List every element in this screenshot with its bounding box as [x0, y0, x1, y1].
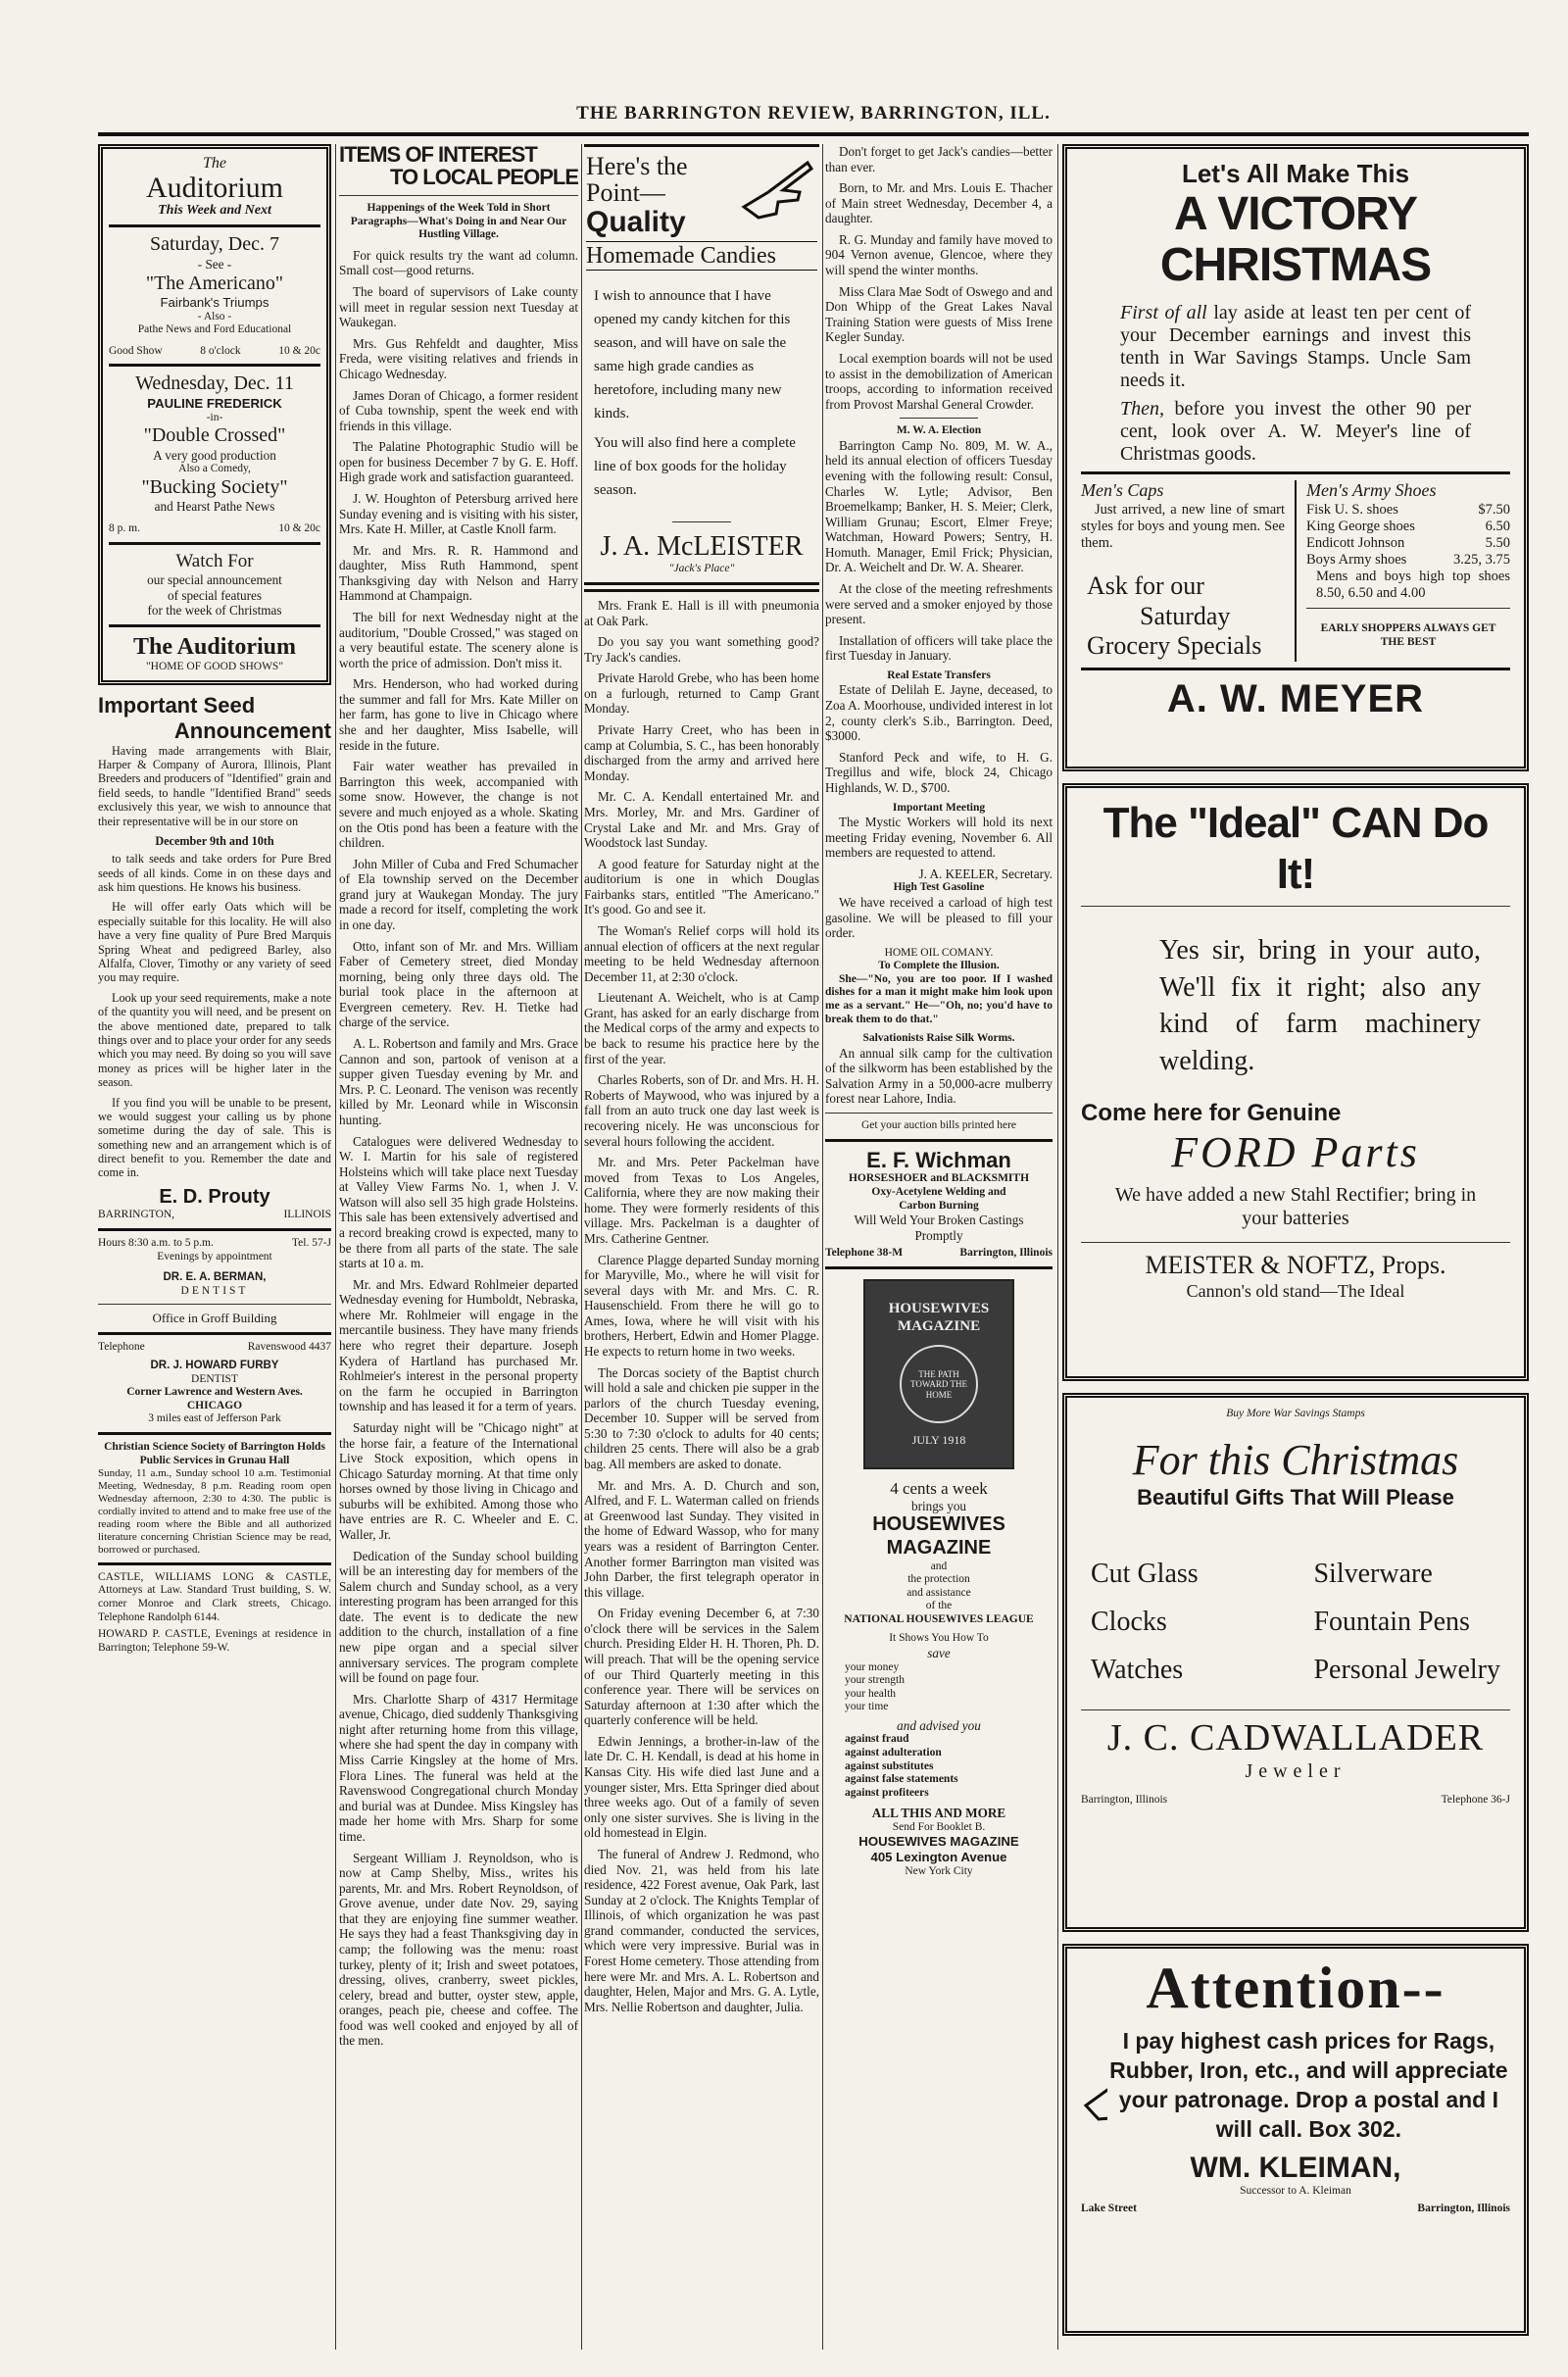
card-text: Corner Lawrence and Western Aves. [126, 1386, 303, 1399]
ad-text: Barrington, Illinois [1081, 1793, 1168, 1806]
news-paragraph: Catalogues were delivered Wednesday to W. I. Martin for his sale of registered Holsteins which will take place next Tuesday at Valley View Farms No. 1, when J. V. Watson will also sell 35 high grade Holsteins. This sale has been extensively advertised and a record breaking crowd is expected, many to be there from all parts of the state. The sale starts at 10 a. m. [339, 1133, 578, 1271]
list-item: against substitutes [845, 1759, 934, 1772]
ad-text: to talk seeds and take orders for Pure Bred seeds of all kinds. Come in on these days and ask him questions. He knows his business. [98, 852, 331, 895]
column-rule [822, 144, 823, 2350]
mag-text: HOUSEWIVES MAGAZINE [888, 1301, 990, 1334]
ad-text: and advised you [897, 1717, 981, 1733]
ad-text: "Bucking Society" [141, 475, 288, 498]
shoe-row [1306, 519, 1510, 535]
list-item: against fraud [845, 1733, 909, 1746]
ad-text: Saturday, Dec. 7 [150, 233, 279, 256]
ad-text: before you invest the other 90 per cent, look over A. W. Meyer's line of Christmas goods. [1120, 398, 1471, 466]
ad-title: MAGAZINE [886, 1537, 992, 1560]
news-paragraph: Saturday night will be "Chicago night" at the horse fair, a feature of the International Live Stock exposition, which opens in Chicago Saturday morning. At that time only horses owned by those living in Chicago and suburbs will be exhibited. Among those who have entries are R. C. Wheeler and E. C. Waller, Jr. [339, 1419, 578, 1542]
ad-text: A very good production [153, 447, 276, 463]
ad-text: 8 o'clock [200, 344, 241, 357]
ad-title: Let's All Make This [1181, 159, 1410, 188]
ad-text: Mens and boys high top shoes 8.50, 6.50 and 4.00 [1316, 568, 1510, 602]
card-text: Christian Science Society of Barrington Holds Public Services in Grunau Hall [104, 1440, 325, 1466]
ad-title: Announcement [173, 718, 331, 743]
notice-text: We have received a carload of high test gasoline. We will be pleased to fill your order. [825, 894, 1053, 941]
news-paragraph: Don't forget to get Jack's candies—better than ever. [825, 144, 1053, 174]
shoe-row [1306, 552, 1510, 569]
ad-text: New York City [905, 1864, 973, 1877]
ad-text: Beautiful Gifts That Will Please [1137, 1485, 1454, 1510]
ad-text: You will also find here a complete line of box goods for the holiday season. [594, 435, 796, 499]
news-paragraph: Clarence Plagge departed Sunday morning for Maryville, Mo., where he will visit for several days with Mr. and Mrs. C. R. Hausenschield. From there he will go to Ames, Iowa, where he will visit with his brothers, Herbert, Edwin and Homer Plagge. He expects to return home in two weeks. [584, 1252, 819, 1360]
ad-text: First of all [1120, 302, 1207, 324]
ad-text: Look up your seed requirements, make a note of the quantity you will need, and be present on the above mentioned date, prepared to talk things over and to place your order for any seeds which you may need. By doing so you will save money as prices will be higher later in the season. [98, 990, 331, 1090]
ad-text: MEISTER & NOFTZ, Props. [1145, 1251, 1446, 1280]
local-items [339, 248, 578, 2049]
news-paragraph: The bill for next Wednesday night at the auditorium, "Double Crossed," was staged on a very beautiful estate. The scenery alone is worth the price of admission. Don't miss it. [339, 610, 578, 670]
ad-title: HOUSEWIVES [872, 1513, 1005, 1536]
magazine-cover-image [863, 1279, 1014, 1469]
notice-head: Important Meeting [892, 801, 986, 814]
ad-text: Lake Street [1081, 2202, 1137, 2214]
news-paragraph: Mr. C. A. Kendall entertained Mr. and Mrs. Morley, Mr. and Mrs. Gardiner of Crystal Lake and Mr. and Mrs. Gray of Woodstock last Sunday. [584, 789, 819, 851]
ad-text: 405 Lexington Avenue [870, 1849, 1007, 1864]
ad-text: the protection [907, 1573, 970, 1586]
ad-text: Come here for Genuine [1081, 1100, 1342, 1126]
ad-text: of special features [168, 587, 262, 603]
ad-text: Oxy-Acetylene Welding and [871, 1186, 1006, 1199]
ad-title: The "Ideal" CAN Do It! [1102, 799, 1489, 898]
ad-text: HOUSEWIVES MAGAZINE [858, 1834, 1019, 1850]
notice-text: Installation of officers will take place the first Tuesday in January. [825, 632, 1053, 664]
pointing-hand-icon [739, 153, 817, 222]
ad-text: It Shows You How To [889, 1632, 989, 1645]
gift-list-right [1313, 1550, 1500, 1694]
ad-text: Barrington, Illinois [959, 1247, 1053, 1260]
ad-text: Fairbank's Triumps [160, 295, 270, 311]
list-item: your health [845, 1687, 897, 1700]
ad-text: HORSESHOER and BLACKSMITH [848, 1172, 1030, 1185]
ad-text: 10 & 20c [278, 344, 320, 357]
save-list [825, 1661, 1053, 1714]
news-paragraph: John Miller of Cuba and Fred Schumacher of Ela township served on the December grand jury at Waukegan Monday. The jury made a record for itself, completing the work in one day. [339, 856, 578, 932]
ad-text: 10 & 20c [278, 522, 320, 535]
list-item: against adulteration [845, 1747, 942, 1759]
news-paragraph: Edwin Jennings, a brother-in-law of the late Dr. C. H. Kendall, is dead at his home in Kansas City. His wife died last June and a younger sister, Mrs. Etta Springer died about three weeks ago. Out of a family of seven only one sister survives. She is living in the old homestead in Elgin. [584, 1733, 819, 1841]
ad-text: Buy More War Savings Stamps [1226, 1408, 1365, 1419]
ad-text: The [203, 155, 226, 172]
column-rule [1057, 144, 1058, 2350]
card-text: Office in Groff Building [152, 1311, 277, 1326]
ad-text: I wish to announce that I have opened my candy kitchen for this season, and will have on sale the same high grade candies as heretofore, including many new kinds. [594, 288, 791, 422]
notice-text: She—"No, you are too poor. If I washed dishes for a man it might make him look upon me as a servant." He—"Oh, no; you'd have to break them to do that." [825, 972, 1053, 1025]
ad-title: E. F. Wichman [866, 1147, 1011, 1172]
business-card [98, 1341, 331, 1426]
ad-text: Yes sir, bring in your auto, We'll fix it right; also any kind of farm machinery welding. [1159, 934, 1481, 1077]
column-rule [335, 144, 336, 2350]
ad-text: BARRINGTON, [98, 1209, 175, 1221]
ad-text: lay aside at least ten per cent of your December earnings and invest this tenth in War Savings Stamps. Uncle Sam needs it. [1120, 302, 1471, 392]
ad-title: E. D. Prouty [159, 1185, 270, 1208]
ad-text: ALL THIS AND MORE [871, 1806, 1006, 1821]
card-text: Evenings by appointment [157, 1250, 272, 1263]
gift-item: Fountain Pens [1313, 1607, 1470, 1638]
card-text: DENTIST [180, 1284, 249, 1297]
ad-text: NATIONAL HOUSEWIVES LEAGUE [844, 1612, 1034, 1625]
notice-text: At the close of the meeting refreshments were served and a smoker enjoyed by those present. [825, 581, 1053, 627]
ad-title: Attention-- [1146, 1956, 1446, 2020]
shoe-name: King George shoes [1306, 518, 1415, 534]
news-paragraph: Do you say you want something good? Try Jack's candies. [584, 634, 819, 665]
ad-text: We have added a new Stahl Rectifier; bring in your batteries [1114, 1184, 1477, 1229]
gift-item: Clocks [1091, 1607, 1167, 1638]
masthead: THE BARRINGTON REVIEW, BARRINGTON, ILL. [576, 103, 1051, 124]
ad-text: - Also - [197, 310, 232, 322]
notice-head: M. W. A. Election [896, 424, 982, 437]
news-paragraph: On Friday evening December 6, at 7:30 o'clock there will be services in the Salem church. Presiding Elder H. H. Thoren, Ph. D. will preach. That will be the opening service of our Third Quarterly meeting in this conference year. There will be services on Saturday afternoon at 1:30 after which the quarterly conference will be held. [584, 1606, 819, 1728]
news-paragraph: Private Harry Creet, who has been in camp at Columbia, S. C., has been honorably discharged from the army and arrived here Monday. [584, 722, 819, 783]
article-deck: Happenings of the Week Told in Short Paragraphs—What's Doing in and Near Our Hustling Village. [350, 202, 567, 241]
news-paragraph: The board of supervisors of Lake county will meet in regular session next Tuesday at Waukegan. [339, 284, 578, 330]
church-notice [98, 1441, 331, 1557]
notice-text: Estate of Delilah E. Jayne, deceased, to Zoa A. Moorhouse, undivided interest in lot 2, county clerk's S.ib., Barrington. Deed, $3000. [825, 682, 1053, 744]
news-paragraph: Miss Clara Mae Sodt of Oswego and and Don Whipp of the Great Lakes Naval Training Station were guests of Miss Irene Kegler Sunday. [825, 283, 1053, 345]
news-paragraph: Mrs. Frank E. Hall is ill with pneumonia at Oak Park. [584, 598, 819, 628]
ad-text: "Double Crossed" [143, 424, 286, 447]
news-paragraph: A. L. Robertson and family and Mrs. Grace Cannon and son, partook of venison at a supper given Tuesday evening by Mr. and Mrs. P. C. Leonard. The venison was recently killed by Mr. Leonard while in Wisconsin hunting. [339, 1036, 578, 1127]
card-text: Telephone [98, 1340, 145, 1353]
ad-text: and Hearst Pathe News [154, 499, 275, 515]
pointing-hand-icon [1081, 2047, 1107, 2125]
notice-text: An annual silk camp for the cultivation of the silkworm has been established by the Salvation Army in a 50,000-acre mulberry forest near Lahore, India. [825, 1045, 1053, 1107]
ad-title: J. C. CADWALLADER [1106, 1717, 1485, 1759]
news-paragraph: Otto, infant son of Mr. and Mrs. William Faber of Cemetery street, died Monday morning, being only three days old. The burial took place in the afternoon at Evergreen cemetery. Rev. H. Tietke had charge of the service. [339, 938, 578, 1030]
gift-item: Silverware [1313, 1559, 1433, 1590]
shoe-name: Fisk U. S. shoes [1306, 501, 1398, 518]
notice-text: Barrington Camp No. 809, M. W. A., held its annual election of officers Tuesday evening with the following result: Consul, Charles W. Lytle; Advisor, Ben Broemelkamp; Banker, H. S. Meier; Clerk, William Grunau; Escort, Elmer Freye; Watchman, Howard Powers; Sentry, H. Homuth. Manager, Emil Frick; Physician, Dr. A. Weichelt and Dr. W. A. Shearer. [825, 437, 1053, 575]
card-text: DR. J. HOWARD FURBY [150, 1360, 279, 1372]
ad-title: Important Seed [98, 692, 256, 718]
column-3 [584, 144, 819, 2350]
shoe-price: 3.25, 3.75 [1453, 551, 1510, 568]
news-paragraph: Local exemption boards will not be used to assist in the demobilization of American troops, according to information received from Provost Marshal General Crowder. [825, 350, 1053, 412]
news-paragraph: Private Harold Grebe, who has been home on a furlough, returned to Camp Grant Monday. [584, 670, 819, 717]
news-paragraph: Mrs. Charlotte Sharp of 4317 Hermitage avenue, Chicago, died suddenly Thanksgiving night after returning home from this village, where she had spent the day in company with Miss Carrie Kingsley at the home of Mrs. Flora Lines. The funeral was held at the Ravenswood Congregational church Monday and burial was at Dundee. Miss Kingsley has made her home with Mrs. Sharp for some time. [339, 1691, 578, 1844]
ad-title: J. A. McLEISTER [600, 531, 804, 563]
list-item: your time [845, 1701, 889, 1713]
ad-text: Barrington, Illinois [1417, 2202, 1510, 2214]
ad-text: and assistance [906, 1586, 971, 1599]
news-paragraph: Mrs. Gus Rehfeldt and daughter, Miss Freda, were visiting relatives and friends in Chicago Wednesday. [339, 335, 578, 381]
ad-text: Send For Booklet B. [892, 1820, 986, 1833]
ad-text: "HOME OF GOOD SHOWS" [145, 661, 284, 673]
ad-text: December 9th and 10th [155, 833, 274, 848]
news-paragraph: The Woman's Relief corps will hold its annual election of officers at the next regular meeting to be held Wednesday afternoon December 11, at 2:30 o'clock. [584, 922, 819, 984]
ad-text: ILLINOIS [283, 1209, 331, 1221]
ad-text: Also a Comedy, [178, 463, 251, 475]
ad-text: Watch For [175, 550, 254, 571]
mag-text: JULY 1918 [911, 1433, 966, 1448]
ad-text: "The Americano" [145, 272, 284, 294]
news-paragraph: Fair water weather has prevailed in Barrington this week, accompanied with some snow. However, the change is not severe and much enjoyed as a whole. Skating on the Otis pond has been a feature with the children. [339, 759, 578, 851]
ad-text: Then, [1120, 398, 1164, 421]
mag-text: THE PATH TOWARD THE HOME [900, 1345, 978, 1423]
meyer-ad [1062, 144, 1529, 771]
masthead-rule [98, 132, 1529, 136]
card-text: Hours 8:30 a.m. to 5 p.m. [98, 1237, 214, 1250]
gift-list-left [1091, 1550, 1199, 1694]
ad-text: for the week of Christmas [147, 603, 282, 619]
business-card [98, 1237, 331, 1326]
ad-title: Quality [586, 205, 686, 238]
news-paragraph: Mr. and Mrs. Edward Rohlmeier departed Wednesday evening for Humboldt, Nebraska, where Mr. Rohlmeier will engage in the mercantile business. They have many friends here who regret their departure. Joseph Kydera of Hartland has purchased Mr. Rohlmeier's interest in the personal property on the farm he occupied in Barrington township and has leased it for a term of years. [339, 1276, 578, 1414]
shoe-price: 5.50 [1485, 534, 1510, 551]
ad-text: Telephone 38-M [825, 1247, 904, 1260]
ad-heading: Men's Army Shoes [1306, 480, 1437, 501]
ad-text: and [930, 1560, 948, 1572]
ad-text: Having made arrangements with Blair, Harper & Company of Aurora, Illinois, Plant Breeders and producers of "Identified" grain and field seeds, to handle "Identified Brand" seeds exclusively this year, we wish to announce that their representative will be in our store on [98, 743, 331, 828]
card-text: Ravenswood 4437 [247, 1340, 331, 1353]
news-paragraph: Dedication of the Sunday school building will be an interesting day for members of the Salem church and Sunday school, as a very interesting program has been arranged for this date. The event is to dedicate the new addition to the church, installation of a fine new pipe organ and a special silver anniversary services. The program complete will be found on page four. [339, 1548, 578, 1686]
article-headline: TO LOCAL PEOPLE [390, 165, 578, 189]
ad-title: A. W. MEYER [1166, 676, 1425, 720]
candy-ad [584, 144, 819, 585]
ad-text: Cannon's old stand—The Ideal [1186, 1281, 1405, 1302]
news-paragraph: James Doran of Chicago, a former resident of Cuba township, spent the week end with friends in this village. [339, 387, 578, 433]
ad-text: 8 p. m. [109, 522, 140, 535]
ad-title: Auditorium [146, 171, 283, 204]
ad-text: - See - [197, 256, 232, 272]
news-paragraph: J. W. Houghton of Petersburg arrived here Sunday evening and is visiting with his sister, Mrs. Kate H. Miller, at Castle Knoll farm. [339, 490, 578, 537]
list-item: against profiteers [845, 1786, 929, 1799]
news-paragraph: The Dorcas society of the Baptist church will hold a sale and chicken pie supper in the parlors of the church Tuesday evening, December 10. Supper will be served from 5:30 to 7:30 o'clock to adults for 40 cents; children 25 cents. There will also be a grab bag. All members are asked to donate. [584, 1364, 819, 1472]
gift-item: Watches [1091, 1655, 1184, 1686]
ad-text: save [927, 1646, 951, 1661]
card-text: DENTIST [191, 1372, 238, 1385]
notice-text: HOME OIL COMANY. [884, 946, 994, 959]
ad-title: Homemade Candies [586, 241, 817, 271]
ad-text: Jeweler [1245, 1760, 1347, 1783]
notice-text: Stanford Peck and wife, to H. G. Tregillus and wife, block 24, Chicago Highlands, W. D., $700. [825, 749, 1053, 795]
ad-title: The Auditorium [132, 633, 297, 660]
news-paragraph: The Palatine Photographic Studio will be open for business December 7 by G. E. Hoff. High grade work and satisfaction guaranteed. [339, 439, 578, 485]
card-text: HOWARD P. CASTLE, Evenings at residence in Barrington; Telephone 59-W. [98, 1628, 331, 1654]
auditorium-ad [98, 144, 331, 685]
ad-title: Point— [586, 178, 665, 208]
card-text: Tel. 57-J [291, 1237, 331, 1250]
ad-text: If you find you will be unable to be present, we would suggest your calling us by phone sometime during the day of sale. This is something new and an arrangement which is of direct benefit to you. Remember the date and come in. [98, 1095, 331, 1180]
local-items [825, 144, 1053, 412]
notice-head: High Test Gasoline [893, 881, 985, 894]
ad-title: A VICTORY CHRISTMAS [1159, 187, 1432, 292]
ad-text: He will offer early Oats which will be especially suitable for this locality. He will also have a very fine quality of Pure Bred Marquis Spring Wheat and pedigreed Barley, also Alfalfa, Clover, Timothy or any variety of seed you may require. [98, 900, 331, 985]
list-item: against false statements [845, 1773, 958, 1786]
news-paragraph: A good feature for Saturday night at the auditorium is one in which Douglas Fairbanks stars, entitled "The Americano." It's good. Go and see it. [584, 856, 819, 917]
shoe-row [1306, 535, 1510, 552]
kleiman-ad [1062, 1944, 1529, 2336]
ad-text: Telephone 36-J [1441, 1793, 1510, 1806]
ad-text: Successor to A. Kleiman [1240, 2184, 1351, 2197]
news-paragraph: Lieutenant A. Weichelt, who is at Camp Grant, has asked for an early discharge from the Medical corps of the army and expects to be back to resume his practice here by the first of the year. [584, 990, 819, 1066]
news-paragraph: Born, to Mr. and Mrs. Louis E. Thacher of Main street Wednesday, December 4, a daughter. [825, 180, 1053, 226]
card-text: 3 miles east of Jefferson Park [148, 1412, 281, 1425]
news-paragraph: The funeral of Andrew J. Redmond, who died Nov. 21, was held from his late residence, 422 Forest avenue, Oak Park, last Sunday at 2 o'clock. The Knights Templar of Illinois, of which organization he was past grand commander, conducted the services, which were very impressive. Burial was in Forest Home cemetery. Those attending from here were Mr. and Mrs. A. L. Robertson and daughter, Helen, Major and Mrs. G. A. Lytle, Mrs. Nellie Robertson and daughter, Julia. [584, 1846, 819, 2014]
news-paragraph: Sergeant William J. Reynoldson, who is now at Camp Shelby, Miss., writes his parents, Mr. and Mrs. Robert Reynoldson, of Grove avenue, under date Nov. 29, saying that they are enjoying fine summer weather. He says they had a feast Thanksgiving day in camp; the following was the menu: roast turkey, plenty of it; Irish and sweet potatoes, dressing, olives, cranberry, sweet pickles, celery, bread and butter, oyster stew, apple, oranges, peach pie, cheese and coffee. The food was well cooked and enjoyed by all of the men. [339, 1850, 578, 2049]
news-paragraph: R. G. Munday and family have moved to 904 Vernon avenue, Glencoe, where they will spend the winter months. [825, 231, 1053, 278]
ad-text: -in- [206, 411, 223, 423]
ad-text: Pathe News and Ford Educational [137, 323, 292, 336]
ad-title: Here's the [586, 152, 688, 180]
news-paragraph: Mrs. Henderson, who had worked during the summer and fall for Mrs. Kate Miller on her farm, has gone to live in Chicago where she and her daughter, Miss Isabelle, will reside in the future. [339, 676, 578, 753]
news-paragraph: For quick results try the want ad column. Small cost—good returns. [339, 247, 578, 278]
ad-title: For this Christmas [1132, 1435, 1459, 1484]
article-headline: ITEMS OF INTEREST [339, 144, 537, 167]
wichman-ad [825, 1148, 1053, 1261]
ad-text: This Week and Next [158, 202, 271, 218]
ad-text: Grocery Specials [1087, 631, 1262, 661]
column-4 [825, 144, 1053, 2350]
shoe-name: Endicott Johnson [1306, 534, 1405, 551]
ad-text: Saturday [1140, 601, 1231, 630]
ad-text: Good Show [109, 344, 163, 357]
ad-text: Wednesday, Dec. 11 [135, 372, 294, 395]
ad-text: "Jack's Place" [668, 563, 735, 575]
shoe-price: 6.50 [1485, 518, 1510, 534]
gift-item: Cut Glass [1091, 1559, 1199, 1590]
ad-text: EARLY SHOPPERS ALWAYS GET THE BEST [1320, 622, 1496, 648]
ad-text: Ask for our [1087, 570, 1204, 600]
card-text: CHICAGO [186, 1399, 243, 1411]
news-paragraph: Mr. and Mrs. Peter Packelman have moved from Texas to Los Angeles, California, where they are now making their home. They were formerly residents of this village. Mrs. Packelman is a daughter of Mrs. Catherine Gentner. [584, 1155, 819, 1246]
ad-text: Promptly [914, 1227, 963, 1243]
column-rule [581, 144, 582, 2350]
ad-text: of the [925, 1600, 953, 1612]
news-paragraph: Mr. and Mrs. R. R. Hammond and daughter, Miss Ruth Hammond, spent Thanksgiving day with Nelson and Harry Hammond at Champaign. [339, 542, 578, 604]
ad-text: Carbon Burning [899, 1199, 979, 1212]
list-item: your money [845, 1660, 900, 1673]
notice-text: J. A. KEELER, Secretary. [918, 866, 1053, 881]
ad-text: Will Weld Your Broken Castings [854, 1213, 1024, 1228]
notice-head: To Complete the Illusion. [878, 960, 1000, 972]
shoe-name: Boys Army shoes [1306, 551, 1407, 568]
ad-text: I pay highest cash prices for Rags, Rubber, Iron, etc., and will appreciate your patronage. Drop a postal and I will call. Box 302. [1109, 2028, 1508, 2142]
notice-text: The Mystic Workers will hold its next meeting Friday evening, November 6. All members are requested to attend. [825, 815, 1053, 861]
column-1 [98, 144, 331, 2350]
housewives-ad [825, 1279, 1053, 1878]
seed-ad [98, 693, 331, 1222]
against-list [825, 1733, 1053, 1800]
notice-head: Real Estate Transfers [887, 669, 991, 681]
shoe-list [1306, 502, 1510, 569]
card-text: CASTLE, WILLIAMS LONG & CASTLE, Attorneys at Law. Standard Trust building, S. W. corner Monroe and Clark streets, Chicago. Telephone Randolph 6144. [98, 1570, 331, 1623]
ad-text: 4 cents a week [890, 1478, 988, 1498]
news-paragraph: Charles Roberts, son of Dr. and Mrs. H. H. Roberts of Maywood, who was injured by a fall from an auto truck one day last week is recovering nicely. He was unconscious for several hours following the accident. [584, 1072, 819, 1149]
newspaper-page [98, 103, 1529, 2357]
shoe-row [1306, 502, 1510, 519]
column-5 [1062, 144, 1529, 2350]
cadwallader-ad [1062, 1393, 1529, 1932]
ideal-ad [1062, 783, 1529, 1381]
ad-title: FORD Parts [1171, 1128, 1420, 1177]
notice-head: Salvationists Raise Silk Worms. [862, 1032, 1015, 1045]
gift-item: Personal Jewelry [1313, 1655, 1500, 1686]
card-text: Sunday, 11 a.m., Sunday school 10 a.m. Testimonial Meeting, Wednesday, 8 p.m. Reading room open Wednesday afternoon, 2:30 to 4:30. The public is cordially invited to attend and to make free use of the reading room where the Bible and all authorized literature concerning Christian Science may be read, borrowed or purchased. [98, 1467, 331, 1556]
ad-text: PAULINE FREDERICK [147, 396, 282, 412]
ad-title: WM. KLEIMAN, [1190, 2151, 1401, 2184]
news-paragraph: Mr. and Mrs. A. D. Church and son, Alfred, and F. L. Waterman called on friends at Greenwood last Sunday. They visited in the home of Edward Wassop, who for many years was a resident of Barrington Center. Another former Barrington man visited was John Darber, the first telegraph operator in this village. [584, 1477, 819, 1600]
ad-heading: Men's Caps [1081, 480, 1164, 501]
shoe-price: $7.50 [1478, 501, 1510, 518]
law-card [98, 1571, 331, 1655]
card-text: DR. E. A. BERMAN, [163, 1271, 267, 1284]
ad-text: our special announcement [147, 572, 282, 588]
ad-text: Just arrived, a new line of smart styles for boys and young men. See them. [1081, 501, 1285, 551]
ad-text: brings you [910, 1498, 967, 1513]
list-item: your strength [845, 1674, 906, 1687]
column-2 [339, 144, 578, 2350]
local-items [584, 589, 819, 2014]
notice-text: Get your auction bills printed here [860, 1118, 1017, 1131]
